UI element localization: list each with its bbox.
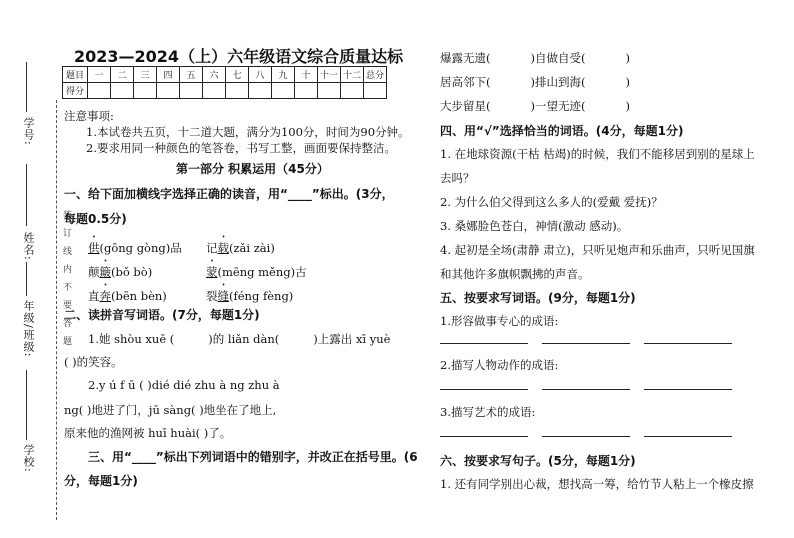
score-table-score-row xyxy=(63,83,387,99)
q4-line-4[interactable]: 3. 桑娜脸色苍白，神情(激动 感动)。 xyxy=(440,219,629,233)
q3-title: 三、用“____”标出下列词语中的错别字，并改正在括号里。(6 xyxy=(88,450,418,464)
score-input-cell[interactable] xyxy=(364,83,387,99)
q3-title-cont: 分，每题1分) xyxy=(64,474,138,488)
idiom-row-2[interactable] xyxy=(440,74,630,90)
idiom-text: )一望无迹( xyxy=(530,99,586,113)
name-line[interactable] xyxy=(26,164,27,226)
score-header-cell: 二 xyxy=(111,67,134,83)
score-input-cell[interactable] xyxy=(318,83,341,99)
q4-line-5[interactable]: 4. 起初是全场(肃静 肃立)，只听见炮声和乐曲声，只听见国旗 xyxy=(440,243,755,257)
q1-item-prefix: 直 xyxy=(88,289,100,303)
q1-title-cont: 每题0.5分) xyxy=(64,212,127,226)
q2-line-4[interactable]: ng( )地进了门，jū sàng( )地坐在了地上, xyxy=(64,403,277,417)
idiom-text: 爆露无遗( xyxy=(440,51,491,65)
name-label: 姓名: xyxy=(22,232,35,261)
q1-item-prefix: 记 xyxy=(206,241,218,255)
score-header-cell: 八 xyxy=(249,67,272,83)
idiom-text: ) xyxy=(625,75,630,89)
q5-answer-line[interactable] xyxy=(542,436,630,437)
q1-item-2[interactable] xyxy=(206,234,275,256)
idiom-row-3[interactable] xyxy=(440,98,630,114)
q2-title: 二、读拼音写词语。(7分，每题1分) xyxy=(64,308,260,322)
q1-item-options: (mēng měng)古 xyxy=(217,265,307,279)
q5-answer-line[interactable] xyxy=(644,343,732,344)
idiom-text: ) xyxy=(625,51,630,65)
student-id-label: 学号: xyxy=(22,117,35,146)
q1-item-options: (féng fèng) xyxy=(229,289,294,303)
score-input-cell[interactable] xyxy=(341,83,364,99)
score-input-cell[interactable] xyxy=(88,83,111,99)
student-id-line[interactable] xyxy=(26,62,27,112)
idiom-text: )排山到海( xyxy=(530,75,586,89)
q6-line-1[interactable]: 1. 还有同学别出心裁，想找高一筹，给竹节人粘上一个橡皮擦 xyxy=(440,477,754,491)
q1-item-char: 奔 xyxy=(99,289,111,303)
q5-answer-line[interactable] xyxy=(644,436,732,437)
score-header-cell: 六 xyxy=(203,67,226,83)
idiom-text: 居高邻下( xyxy=(440,75,491,89)
score-input-cell[interactable] xyxy=(226,83,249,99)
q2-line-2[interactable]: ( )的笑容。 xyxy=(64,355,123,369)
score-header-cell: 七 xyxy=(226,67,249,83)
idiom-text: 大步留星( xyxy=(440,99,491,113)
score-header-cell: 九 xyxy=(272,67,295,83)
q1-item-options: (zǎi zài) xyxy=(229,241,275,255)
notes-item-2: 2.要求用同一种颜色的笔答卷，书写工整，画面要保持整洁。 xyxy=(86,141,396,155)
q6-title: 六、按要求写句子。(5分，每题1分) xyxy=(440,454,636,468)
q1-item-6[interactable] xyxy=(206,282,293,304)
q1-item-4[interactable] xyxy=(206,258,307,280)
idiom-text: )自做自受( xyxy=(530,51,586,65)
q5-answer-line[interactable] xyxy=(542,389,630,390)
q2-line-5[interactable]: 原来他的渔网被 huī huài( )了。 xyxy=(64,426,232,440)
q4-line-1[interactable]: 1. 在地球资源(干枯 枯竭)的时候，我们不能移居到别的星球上 xyxy=(440,147,755,161)
q1-item-prefix: 颠 xyxy=(88,265,100,279)
binding-seal-text: 装订线内不要答题 xyxy=(61,210,71,354)
q1-item-3[interactable] xyxy=(88,258,152,280)
q5-answer-line[interactable] xyxy=(440,436,528,437)
score-input-cell[interactable] xyxy=(157,83,180,99)
notes-item-1: 1.本试卷共五页，十二道大题，满分为100分，时间为90分钟。 xyxy=(86,125,410,139)
score-header-cell: 题目 xyxy=(63,67,88,83)
part1-title: 第一部分 积累运用（45分） xyxy=(176,162,329,176)
q5-answer-line[interactable] xyxy=(542,343,630,344)
q4-line-3[interactable]: 2. 为什么伯父得到这么多人的(爱戴 爱抚)？ xyxy=(440,195,663,209)
q1-item-char: 蒙 xyxy=(206,265,218,279)
q2-text: 1.她 shòu xuē ( xyxy=(88,332,175,346)
score-table-header-row xyxy=(63,67,387,83)
score-input-cell[interactable] xyxy=(111,83,134,99)
school-line[interactable] xyxy=(26,370,27,440)
score-input-cell[interactable] xyxy=(249,83,272,99)
idiom-row-1[interactable] xyxy=(440,50,630,66)
q5-answer-line[interactable] xyxy=(440,343,528,344)
q5-prompt-3: 3.描写艺术的成语: xyxy=(440,405,536,419)
q1-item-options: (bǒ bò) xyxy=(111,265,153,279)
q4-line-6: 和其他许多旗帜飘拂的声音。 xyxy=(440,267,590,281)
q5-answer-line[interactable] xyxy=(644,389,732,390)
q1-item-char: 簸 xyxy=(99,265,111,279)
q1-item-char: 载 xyxy=(217,241,229,255)
q2-text: )的 liǎn dàn( xyxy=(208,332,280,346)
q2-line-3[interactable]: 2.y ú f ū ( )dié dié zhu à ng zhu à xyxy=(88,378,280,392)
q2-text: )上露出 xī yuè xyxy=(313,332,391,346)
score-header-cell: 十 xyxy=(295,67,318,83)
score-header-cell: 一 xyxy=(88,67,111,83)
class-label: 年级/班级: xyxy=(22,300,35,358)
q1-title: 一、给下面加横线字选择正确的读音，用“____”标出。(3分， xyxy=(64,187,394,201)
q5-prompt-1: 1.形容做事专心的成语: xyxy=(440,314,559,328)
score-header-cell: 总分 xyxy=(364,67,387,83)
score-table xyxy=(62,66,387,99)
score-header-cell: 三 xyxy=(134,67,157,83)
q1-item-prefix: 裂 xyxy=(206,289,218,303)
q4-title: 四、用“√”选择恰当的词语。(4分，每题1分) xyxy=(440,124,684,138)
score-header-cell: 十二 xyxy=(341,67,364,83)
score-input-cell[interactable] xyxy=(180,83,203,99)
score-header-cell: 五 xyxy=(180,67,203,83)
page-title: 2023—2024（上）六年级语文综合质量达标 xyxy=(74,47,404,66)
q1-item-char: 缝 xyxy=(217,289,229,303)
score-header-cell: 十一 xyxy=(318,67,341,83)
idiom-text: ) xyxy=(625,99,630,113)
score-header-cell: 四 xyxy=(157,67,180,83)
score-row-label: 得分 xyxy=(63,83,88,99)
q1-item-5[interactable] xyxy=(88,282,167,304)
q2-line-1[interactable] xyxy=(88,331,390,347)
q5-title: 五、按要求写词语。(9分，每题1分) xyxy=(440,291,636,305)
binding-dash-line xyxy=(56,100,57,520)
q5-prompt-2: 2.描写人物动作的成语: xyxy=(440,358,559,372)
score-input-cell[interactable] xyxy=(295,83,318,99)
notes-heading: 注意事项: xyxy=(64,109,114,123)
q1-item-options: (bēn bèn) xyxy=(111,289,167,303)
q1-item-options: (gōng gòng)品 xyxy=(99,241,182,255)
class-line[interactable] xyxy=(26,262,27,296)
score-input-cell[interactable] xyxy=(272,83,295,99)
q1-item-1[interactable] xyxy=(88,234,182,256)
score-input-cell[interactable] xyxy=(134,83,157,99)
q4-line-2: 去吗？ xyxy=(440,171,475,185)
q5-answer-line[interactable] xyxy=(440,389,528,390)
score-input-cell[interactable] xyxy=(203,83,226,99)
school-label: 学校: xyxy=(22,444,35,473)
q1-item-char: 供 xyxy=(88,241,100,255)
